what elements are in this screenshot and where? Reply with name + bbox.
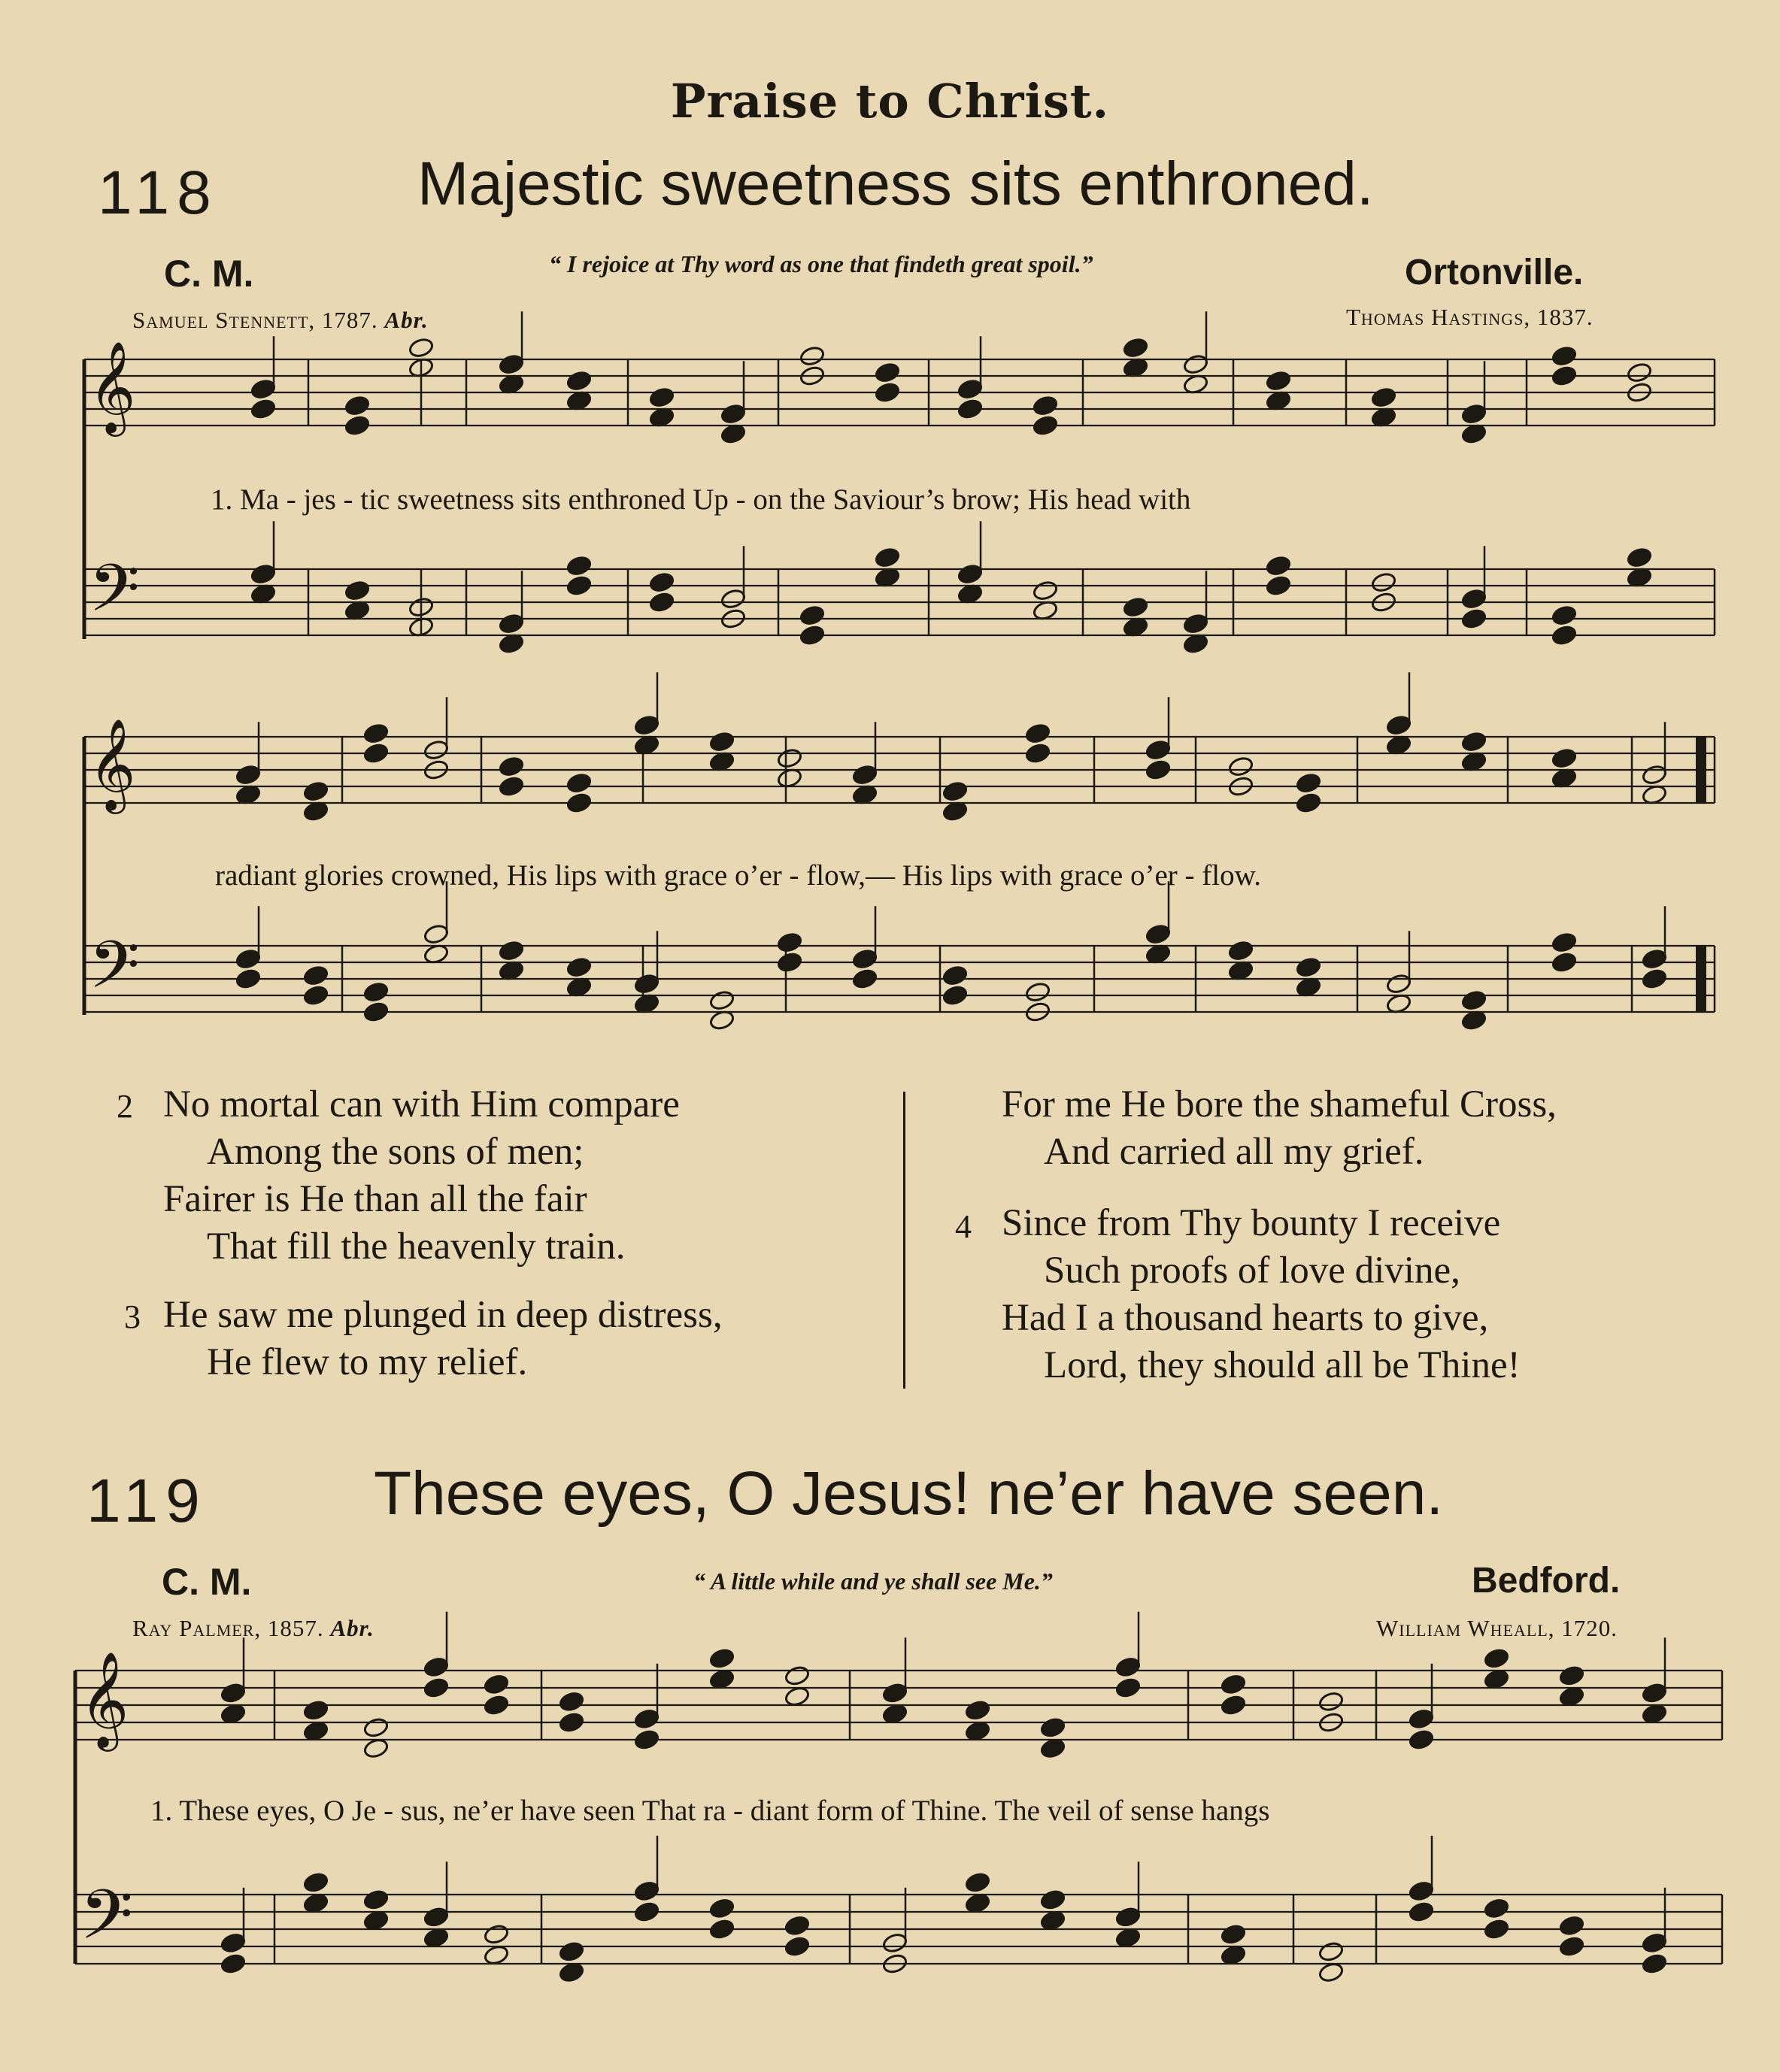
- bass-2-note: [708, 989, 735, 1011]
- treble-3-note: [1318, 1691, 1344, 1713]
- treble-3-note: [708, 1647, 735, 1669]
- treble-3-note: [1408, 1728, 1434, 1750]
- treble-1-note: [566, 370, 592, 392]
- hymn-119-composer: William Wheall, 1720.: [1376, 1615, 1618, 1641]
- bass-clef-icon: 𝄢: [80, 1875, 133, 1972]
- treble-3-note: [1483, 1668, 1509, 1690]
- treble-3-note: [1641, 1682, 1667, 1704]
- treble-3-note: [1114, 1656, 1141, 1678]
- bass-2-note: [1551, 951, 1577, 973]
- hymn-118-composer: Thomas Hastings, 1837.: [1346, 304, 1594, 330]
- treble-2-note: [498, 775, 524, 797]
- bass-3-note: [362, 1910, 389, 1931]
- treble-3-note: [1114, 1677, 1141, 1698]
- treble-3-note: [1039, 1716, 1066, 1738]
- bass-2-note: [1145, 923, 1171, 945]
- treble-3-note: [784, 1686, 810, 1707]
- treble-1-note: [874, 362, 900, 383]
- bass-3-note: [881, 1932, 908, 1954]
- treble-3-note: [1220, 1674, 1246, 1695]
- treble-1-note: [1182, 353, 1208, 375]
- bass-3-note: [1318, 1961, 1344, 1983]
- treble-3-note: [483, 1674, 509, 1695]
- bass-2-note: [776, 931, 802, 953]
- bass-2-note: [1295, 956, 1321, 978]
- author-name: Ray Palmer, 1857.: [132, 1615, 324, 1641]
- treble-1-note: [344, 414, 370, 436]
- treble-2-note: [633, 714, 660, 736]
- verse-line: For me He bore the shameful Cross,: [1002, 1083, 1557, 1125]
- verse-line: Since from Thy bounty I receive: [1002, 1202, 1501, 1244]
- bass-1-note: [1626, 547, 1652, 568]
- author-note: Abr.: [384, 307, 429, 333]
- treble-3-note: [784, 1665, 810, 1686]
- treble-2-note: [1145, 759, 1171, 780]
- author-name: Samuel Stennett, 1787.: [132, 307, 378, 333]
- bass-3-note: [483, 1944, 509, 1966]
- bass-1-note: [566, 574, 592, 596]
- treble-2-note: [1551, 747, 1577, 769]
- treble-3-note: [964, 1720, 990, 1742]
- treble-1-note: [1265, 370, 1291, 392]
- bass-3-note: [302, 1892, 329, 1914]
- bass-2-note: [1460, 989, 1487, 1011]
- treble-1-note: [1551, 345, 1577, 367]
- hymn-119-number: 119: [86, 1467, 208, 1535]
- bass-3-note: [362, 1889, 389, 1910]
- treble-1-note: [1460, 403, 1487, 425]
- hymn-118-lyrics-line-2: radiant glories crowned, His lips with grace o’er - flow,— His lips with grace o’er - flow.: [215, 859, 1261, 892]
- treble-1-note: [1122, 337, 1148, 359]
- final-barline-2: [1696, 946, 1706, 1012]
- hymn-118-tune-name: Ortonville.: [1405, 253, 1584, 292]
- bass-2-note: [1024, 981, 1051, 1003]
- treble-3-note: [881, 1703, 908, 1725]
- treble-clef-icon: 𝄞: [89, 340, 136, 433]
- bass-3-note: [1114, 1927, 1141, 1949]
- verse-line: Among the sons of men;: [207, 1131, 584, 1173]
- treble-2-note: [776, 747, 802, 769]
- bass-3-note: [1641, 1952, 1667, 1974]
- treble-3-note: [302, 1720, 329, 1742]
- bass-2-note: [942, 965, 968, 986]
- bass-3-note: [558, 1961, 584, 1983]
- treble-clef-icon: 𝄞: [80, 1651, 129, 1748]
- bass-1-note: [1370, 571, 1396, 593]
- bass-2-note: [235, 948, 261, 970]
- bass-2-note: [302, 965, 329, 986]
- verse-number: 3: [124, 1298, 141, 1335]
- bass-2-note: [566, 956, 592, 978]
- treble-2-note: [566, 772, 592, 794]
- verse-line: Had I a thousand hearts to give,: [1002, 1297, 1489, 1339]
- bass-1-note: [1122, 596, 1148, 618]
- bass-2-note: [633, 973, 660, 995]
- verse-line: Fairer is He than all the fair: [163, 1178, 587, 1220]
- treble-2-note: [235, 764, 261, 786]
- bass-1-note: [1182, 613, 1208, 635]
- bass-1-note: [1551, 604, 1577, 626]
- treble-2-note: [1641, 764, 1667, 786]
- verse-line: He saw me plunged in deep distress,: [163, 1294, 723, 1336]
- treble-3-note: [220, 1703, 246, 1725]
- treble-2-note: [942, 780, 968, 802]
- treble-1-note: [720, 403, 746, 425]
- bass-1-note: [1551, 624, 1577, 646]
- bass-2-note: [1551, 931, 1577, 953]
- bass-3-note: [1641, 1932, 1667, 1954]
- hymn-118-number: 118: [98, 159, 219, 227]
- verse-line: He flew to my relief.: [207, 1341, 528, 1383]
- hymn-119-epigraph: “ A little while and ye shall see Me.”: [693, 1568, 1053, 1595]
- bass-3-note: [1558, 1935, 1584, 1957]
- treble-1-note: [344, 395, 370, 417]
- bass-3-note: [423, 1906, 449, 1928]
- treble-1-note: [1032, 414, 1058, 436]
- bass-2-note: [851, 948, 878, 970]
- verse-line: Such proofs of love divine,: [1044, 1250, 1460, 1292]
- treble-2-note: [1295, 772, 1321, 794]
- treble-1-note: [1626, 362, 1652, 383]
- bass-2-note: [1641, 968, 1667, 989]
- hymn-119-title: These eyes, O Jesus! ne’er have seen.: [374, 1459, 1444, 1528]
- bass-1-note: [720, 588, 746, 610]
- treble-1-note: [1551, 365, 1577, 386]
- treble-2-note: [851, 764, 878, 786]
- treble-1-note: [957, 378, 983, 400]
- treble-2-note: [1295, 792, 1321, 813]
- hymn-119-lyrics-line-1: 1. These eyes, O Je - sus, ne’er have seen That ra - diant form of Thine. The veil of sense hangs: [150, 1795, 1270, 1827]
- bass-2-note: [776, 951, 802, 973]
- verse-line: And carried all my grief.: [1044, 1131, 1424, 1173]
- bass-3-note: [483, 1923, 509, 1945]
- treble-3-note: [362, 1716, 389, 1738]
- treble-3-note: [1220, 1694, 1246, 1716]
- treble-2-note: [423, 739, 449, 761]
- bass-1-note: [874, 547, 900, 568]
- bass-3-note: [558, 1940, 584, 1962]
- verse-line: No mortal can with Him compare: [163, 1083, 680, 1125]
- treble-1-note: [799, 345, 825, 367]
- treble-2-note: [566, 792, 592, 813]
- bass-3-note: [302, 1871, 329, 1893]
- bass-3-note: [1318, 1940, 1344, 1962]
- treble-2-note: [362, 722, 389, 744]
- treble-3-note: [1558, 1686, 1584, 1707]
- treble-1-note: [648, 386, 675, 408]
- treble-2-note: [1145, 739, 1171, 761]
- hymn-119-meter: C. M.: [162, 1561, 252, 1603]
- bass-3-note: [1220, 1923, 1246, 1945]
- bass-1-note: [1460, 607, 1487, 629]
- bass-3-note: [1039, 1889, 1066, 1910]
- treble-1-note: [250, 378, 276, 400]
- bass-3-note: [708, 1898, 735, 1919]
- bass-2-note: [423, 923, 449, 945]
- treble-2-note: [362, 742, 389, 764]
- treble-2-note: [1227, 756, 1254, 777]
- bass-3-note: [784, 1935, 810, 1957]
- bass-1-note: [566, 555, 592, 577]
- bass-1-note: [344, 580, 370, 601]
- bass-1-note: [1032, 580, 1058, 601]
- bass-2-note: [942, 984, 968, 1006]
- treble-3-note: [1408, 1708, 1434, 1730]
- bass-1-note: [799, 604, 825, 626]
- verse-number: 2: [117, 1088, 133, 1125]
- bass-clef-icon: 𝄢: [89, 550, 140, 643]
- bass-3-note: [220, 1952, 246, 1974]
- treble-1-note: [1370, 386, 1396, 408]
- bass-2-note: [1385, 973, 1412, 995]
- bass-1-note: [648, 591, 675, 613]
- bass-1-note: [1265, 555, 1291, 577]
- bass-1-note: [957, 563, 983, 585]
- hymn-118-lyrics-line-1: 1. Ma - jes - tic sweetness sits enthroned Up - on the Saviour’s brow; His head with: [211, 483, 1191, 516]
- treble-3-note: [708, 1668, 735, 1690]
- bass-2-note: [498, 940, 524, 962]
- treble-3-note: [302, 1699, 329, 1721]
- bass-1-note: [1460, 588, 1487, 610]
- final-barline-1: [1696, 737, 1706, 803]
- treble-1-note: [250, 398, 276, 420]
- verse-number: 4: [955, 1208, 972, 1245]
- bass-3-note: [423, 1927, 449, 1949]
- treble-1-note: [874, 381, 900, 403]
- bass-3-note: [1114, 1906, 1141, 1928]
- bass-3-note: [1558, 1915, 1584, 1937]
- treble-2-note: [1024, 742, 1051, 764]
- bass-3-note: [220, 1932, 246, 1954]
- treble-3-note: [1558, 1665, 1584, 1686]
- bass-3-note: [1483, 1918, 1509, 1940]
- verse-line: Lord, they should all be Thine!: [1044, 1344, 1521, 1386]
- treble-3-note: [362, 1737, 389, 1759]
- treble-2-note: [708, 731, 735, 753]
- bass-2-note: [1641, 948, 1667, 970]
- bass-2-note: [362, 1001, 389, 1022]
- treble-1-note: [1032, 395, 1058, 417]
- treble-1-note: [957, 398, 983, 420]
- treble-2-note: [1460, 731, 1487, 753]
- bass-3-note: [784, 1915, 810, 1937]
- bass-2-note: [1227, 940, 1254, 962]
- bass-clef-icon: 𝄢: [89, 926, 140, 1019]
- treble-3-note: [220, 1682, 246, 1704]
- hymn-118-meter: C. M.: [164, 253, 254, 295]
- treble-3-note: [633, 1728, 660, 1750]
- treble-2-note: [302, 780, 329, 802]
- bass-2-note: [362, 981, 389, 1003]
- bass-3-note: [633, 1901, 660, 1922]
- bass-1-note: [799, 624, 825, 646]
- bass-3-note: [1039, 1910, 1066, 1931]
- hymn-119-tune-name: Bedford.: [1472, 1561, 1621, 1601]
- treble-3-note: [558, 1691, 584, 1713]
- treble-3-note: [633, 1708, 660, 1730]
- bass-1-note: [250, 563, 276, 585]
- treble-1-note: [408, 337, 434, 359]
- treble-2-note: [1385, 714, 1412, 736]
- treble-1-note: [498, 353, 524, 375]
- bass-1-note: [648, 571, 675, 593]
- treble-3-note: [423, 1656, 449, 1678]
- treble-3-note: [1039, 1737, 1066, 1759]
- treble-clef-icon: 𝄞: [89, 717, 136, 810]
- treble-3-note: [1483, 1647, 1509, 1669]
- bass-3-note: [1483, 1898, 1509, 1919]
- treble-3-note: [423, 1677, 449, 1698]
- verse-line: That fill the heavenly train.: [207, 1225, 626, 1268]
- treble-3-note: [483, 1694, 509, 1716]
- bass-2-note: [235, 968, 261, 989]
- author-note: Abr.: [330, 1615, 374, 1641]
- bass-3-note: [633, 1880, 660, 1902]
- treble-2-note: [498, 756, 524, 777]
- bass-3-note: [1408, 1880, 1434, 1902]
- treble-3-note: [1641, 1703, 1667, 1725]
- hymn-118-title: Majestic sweetness sits enthroned.: [417, 150, 1374, 218]
- bass-3-note: [1220, 1944, 1246, 1966]
- section-title: Praise to Christ.: [670, 74, 1110, 129]
- treble-3-note: [558, 1711, 584, 1733]
- bass-1-note: [1265, 574, 1291, 596]
- bass-3-note: [964, 1871, 990, 1893]
- treble-2-note: [1024, 722, 1051, 744]
- bass-3-note: [708, 1918, 735, 1940]
- treble-3-note: [881, 1682, 908, 1704]
- bass-2-note: [302, 984, 329, 1006]
- bass-3-note: [1408, 1901, 1434, 1922]
- treble-3-note: [964, 1699, 990, 1721]
- bass-3-note: [964, 1892, 990, 1914]
- bass-2-note: [851, 968, 878, 989]
- bass-1-note: [498, 613, 524, 635]
- hymn-118-epigraph: “ I rejoice at Thy word as one that findeth great spoil.”: [549, 250, 1093, 277]
